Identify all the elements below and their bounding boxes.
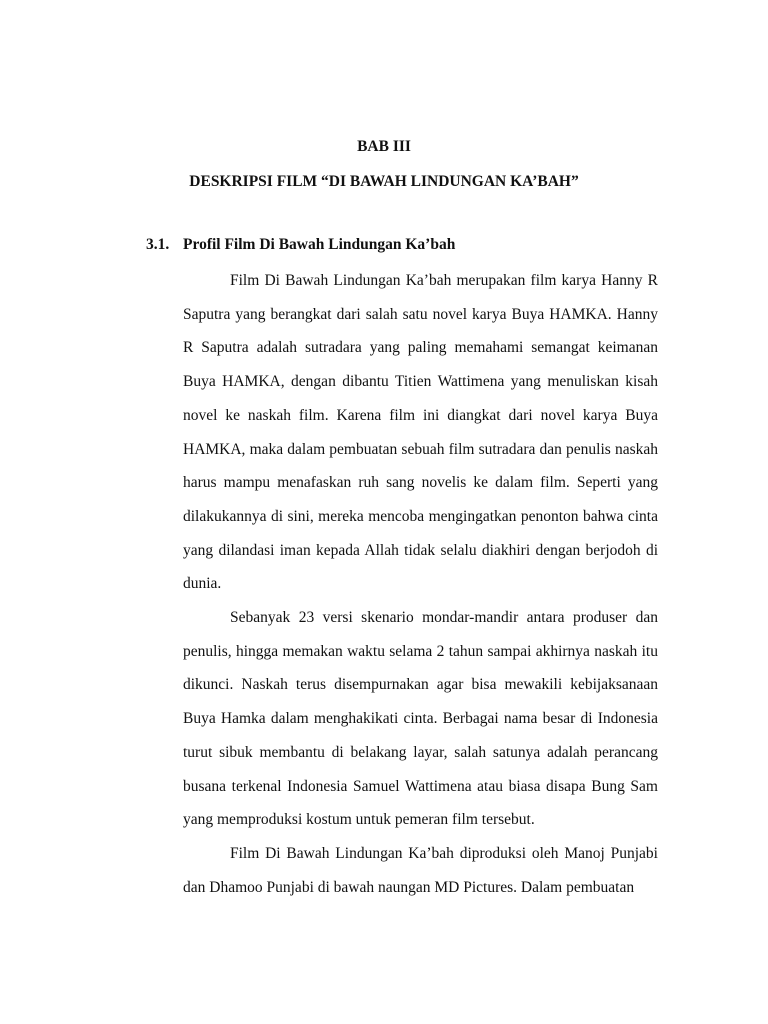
section-title: Profil Film Di Bawah Lindungan Ka’bah <box>183 236 456 253</box>
chapter-title: DESKRIPSI FILM “DI BAWAH LINDUNGAN KA’BAH” <box>189 173 579 190</box>
paragraph-3: Film Di Bawah Lindungan Ka’bah diproduksi oleh Manoj Punjabi dan Dhamoo Punjabi di bawah naungan MD Pictures. Dalam pembuatan <box>183 845 658 896</box>
paragraph-1: Film Di Bawah Lindungan Ka’bah merupakan film karya Hanny R Saputra yang berangkat dari salah satu novel karya Buya HAMKA. Hanny R Saputra adalah sutradara yang paling memahami semangat keimanan Buya HAMKA, dengan dibantu Titien Wattimena yang menuliskan kisah novel ke naskah film. Karena film ini diangkat dari novel karya Buya HAMKA, maka dalam pembuatan sebuah film sutradara dan penulis naskah harus mampu menafaskan ruh sang novelis ke dalam film. Seperti yang dilakukannya di sini, mereka mencoba mengingatkan penonton bahwa cinta yang dilandasi iman kepada Allah tidak selalu diakhiri dengan berjodoh di dunia. <box>183 272 658 593</box>
chapter-label: BAB III <box>357 138 411 155</box>
section-number: 3.1. <box>146 236 170 253</box>
paragraph-2: Sebanyak 23 versi skenario mondar-mandir antara produser dan penulis, hingga memakan waktu selama 2 tahun sampai akhirnya naskah itu dikunci. Naskah terus disempurnakan agar bisa mewakili kebijaksanaan Buya Hamka dalam menghakikati cinta. Berbagai nama besar di Indonesia turut sibuk membantu di belakang layar, salah satunya adalah perancang busana terkenal Indonesia Samuel Wattimena atau biasa disapa Bung Sam yang memproduksi kostum untuk pemeran film tersebut. <box>183 609 658 829</box>
